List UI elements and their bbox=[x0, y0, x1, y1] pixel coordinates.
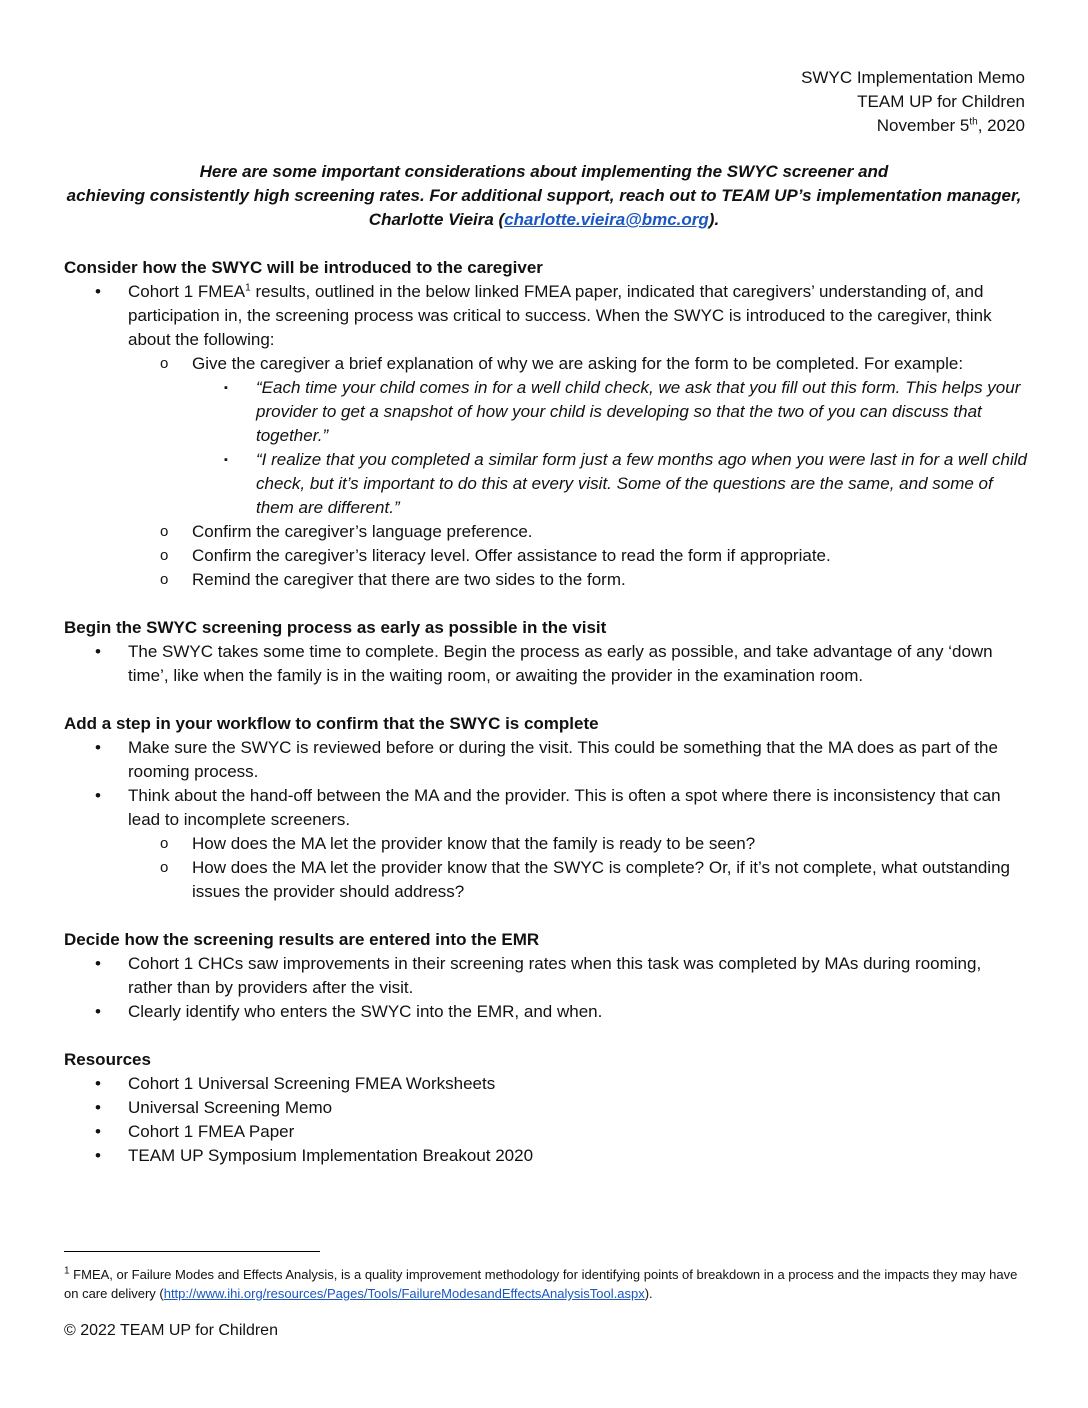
section-begin-early bbox=[64, 616, 1029, 688]
footnote: $^1$ FMEA, or Failure Modes and Effects Analysis, is a quality improvement methodology for identifying points of breakdown in a process and the impacts they may have on care delivery (http://www.ihi.org/resources/Pages/Tools/FailureModesandEffectsAnalysisTool.aspx). bbox=[64, 1265, 1018, 1301]
circle-marker: o bbox=[160, 835, 169, 852]
list-item: o Confirm the caregiver’s literacy level. Offer assistance to read the form if appropriate. bbox=[64, 544, 1029, 568]
bullet-marker: • bbox=[95, 786, 101, 805]
intro-contact: Charlotte Vieira (charlotte.vieira@bmc.org). bbox=[368, 210, 720, 229]
square-marker: ▪ bbox=[224, 454, 228, 466]
list-item: o How does the MA let the provider know that the SWYC is complete? Or, if it’s not complete, what outstanding issues the provider should address? bbox=[160, 858, 1010, 901]
intro-line-2: achieving consistently high screening rates. For additional support, reach out to TEAM UP’s implementation manager, bbox=[66, 186, 1022, 205]
bullet-marker: • bbox=[95, 1146, 101, 1165]
section-resources bbox=[64, 1048, 1029, 1168]
intro-line-1: Here are some important considerations about implementing the SWYC screener and bbox=[199, 162, 889, 181]
list-item: o Confirm the caregiver’s language preference. bbox=[64, 520, 1029, 544]
section-title: Begin the SWYC screening process as early as possible in the visit bbox=[64, 618, 607, 637]
list-item: ▪ “I realize that you completed a similar form just a few months ago when you were last in for a well child check, but it’s important to do this at every visit. Some of the questions are the same, and some of them are different.” bbox=[224, 450, 1028, 517]
memo-body bbox=[64, 256, 1029, 1192]
square-marker: ▪ bbox=[224, 382, 228, 394]
list-item: • Think about the hand-off between the MA and the provider. This is often a spot where there is inconsistency that can lead to incomplete screeners. bbox=[95, 786, 1001, 829]
list-item: o Give the caregiver a brief explanation of why we are asking for the form to be completed. For example: bbox=[64, 352, 1029, 376]
list-item: • Cohort 1 FMEA$^1$ results, outlined in the below linked FMEA paper, indicated that caregivers’ understanding of, and participation in, the screening process was critical to success. When the SWYC is introduced to the caregiver, think about the following: bbox=[95, 282, 992, 349]
memo-org: TEAM UP for Children bbox=[857, 92, 1025, 111]
section-title: Resources bbox=[64, 1050, 151, 1069]
footnote-number: 1 bbox=[64, 1265, 70, 1277]
circle-marker: o bbox=[160, 547, 169, 564]
resource-link[interactable]: • Cohort 1 Universal Screening FMEA Worksheets bbox=[64, 1072, 1029, 1096]
bullet-marker: • bbox=[95, 954, 101, 973]
section-title: Consider how the SWYC will be introduced to the caregiver bbox=[64, 258, 543, 277]
section-title: Add a step in your workflow to confirm that the SWYC is complete bbox=[64, 714, 599, 733]
bullet-marker: • bbox=[95, 282, 101, 301]
copyright: © 2022 TEAM UP for Children bbox=[64, 1322, 278, 1339]
list-item: • Clearly identify who enters the SWYC into the EMR, and when. bbox=[64, 1000, 1029, 1024]
list-item: • Cohort 1 CHCs saw improvements in their screening rates when this task was completed by MAs during rooming, rather than by providers after the visit. bbox=[95, 954, 982, 997]
list-item: o How does the MA let the provider know that the family is ready to be seen? bbox=[64, 832, 1029, 856]
section-emr bbox=[64, 928, 1029, 1024]
resource-link[interactable]: • Cohort 1 FMEA Paper bbox=[64, 1120, 1029, 1144]
section-workflow bbox=[64, 712, 1029, 904]
bullet-marker: • bbox=[95, 1098, 101, 1117]
section-title: Decide how the screening results are entered into the EMR bbox=[64, 930, 540, 949]
resource-link[interactable]: • TEAM UP Symposium Implementation Breakout 2020 bbox=[64, 1144, 1029, 1168]
list-item: o Remind the caregiver that there are two sides to the form. bbox=[64, 568, 1029, 592]
memo-date: November 5th, 2020 bbox=[876, 116, 1025, 135]
bullet-marker: • bbox=[95, 1002, 101, 1021]
memo-title: SWYC Implementation Memo bbox=[801, 68, 1025, 87]
footnote-divider bbox=[64, 1251, 320, 1252]
circle-marker: o bbox=[160, 523, 169, 540]
list-item: ▪ “Each time your child comes in for a well child check, we ask that you fill out this form. This helps your provider to get a snapshot of how your child is developing so that the two of you can discuss that together.” bbox=[224, 378, 1021, 445]
footnote-ref[interactable]: 1 bbox=[245, 282, 251, 294]
memo-header bbox=[801, 66, 1025, 138]
list-item: • The SWYC takes some time to complete. Begin the process as early as possible, and take advantage of any ‘down time’, like when the family is in the waiting room, or awaiting the provider in the examination room. bbox=[95, 642, 993, 685]
list-item: • Make sure the SWYC is reviewed before or during the visit. This could be something that the MA does as part of the rooming process. bbox=[95, 738, 998, 781]
bullet-marker: • bbox=[95, 1122, 101, 1141]
ihi-link[interactable]: http://www.ihi.org/resources/Pages/Tools/FailureModesandEffectsAnalysisTool.aspx bbox=[163, 1286, 645, 1301]
bullet-marker: • bbox=[95, 642, 101, 661]
circle-marker: o bbox=[160, 859, 169, 876]
section-introduce-swyc bbox=[64, 256, 1029, 592]
resource-link[interactable]: • Universal Screening Memo bbox=[64, 1096, 1029, 1120]
circle-marker: o bbox=[160, 355, 169, 372]
circle-marker: o bbox=[160, 571, 169, 588]
intro-paragraph bbox=[60, 160, 1028, 232]
bullet-marker: • bbox=[95, 738, 101, 757]
contact-email-link[interactable]: charlotte.vieira@bmc.org bbox=[504, 210, 709, 229]
bullet-marker: • bbox=[95, 1074, 101, 1093]
